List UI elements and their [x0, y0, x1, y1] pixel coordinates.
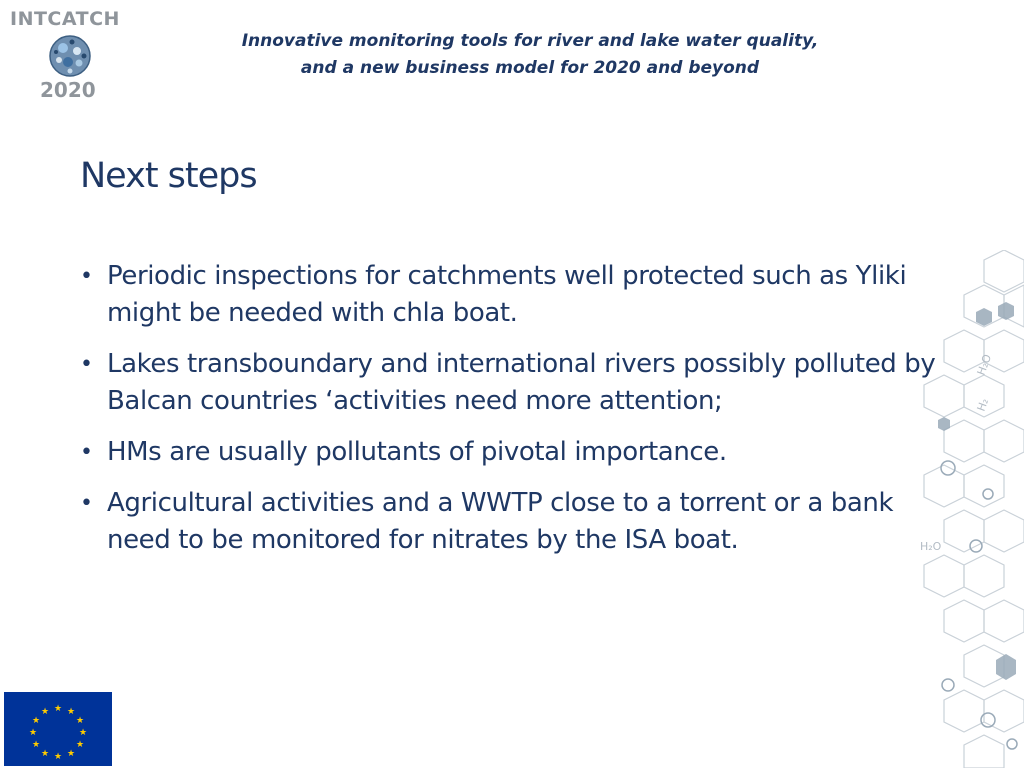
bullet-dot-icon: •	[80, 264, 93, 289]
bullet-item	[78, 485, 948, 559]
hex-label: H₂	[974, 396, 992, 414]
svg-text:★: ★	[31, 740, 41, 750]
bullet-dot-icon: •	[80, 440, 93, 465]
bullet-text: Periodic inspections for catchments well protected such as Yliki might be needed with chla boat.	[107, 261, 907, 328]
bullet-text: Lakes transboundary and international rivers possibly polluted by Balcan countries ‘activities need more attention;	[107, 349, 936, 416]
svg-text:★: ★	[53, 704, 63, 714]
hex-label: H₂O	[974, 352, 995, 378]
bullet-dot-icon: •	[80, 491, 93, 516]
bullet-item	[78, 346, 948, 420]
slide-title: Next steps	[80, 156, 257, 196]
eu-stars-icon	[4, 692, 112, 766]
bullet-text: Agricultural activities and a WWTP close to a torrent or a bank need to be monitored for nitrates by the ISA boat.	[107, 488, 894, 555]
tagline-line-1: Innovative monitoring tools for river and lake water quality,	[241, 31, 819, 51]
hex-label: H₂O	[920, 540, 942, 553]
logo-name-bottom: 2020	[40, 78, 96, 102]
logo-name-top: INTCATCH	[10, 8, 120, 30]
svg-text:★: ★	[78, 728, 88, 738]
svg-text:★: ★	[40, 707, 50, 717]
svg-text:★: ★	[40, 749, 50, 759]
svg-text:★: ★	[53, 752, 63, 762]
bullet-text: HMs are usually pollutants of pivotal importance.	[107, 437, 727, 467]
bullet-item	[78, 434, 948, 471]
svg-text:★: ★	[28, 728, 38, 738]
intcatch-logo	[8, 8, 132, 102]
svg-text:★: ★	[66, 749, 76, 759]
eu-flag-logo	[4, 692, 112, 766]
hexagon-pattern-decoration	[914, 250, 1024, 768]
globe-icon	[48, 34, 92, 78]
header-tagline	[200, 28, 860, 82]
bullet-dot-icon: •	[80, 352, 93, 377]
svg-text:★: ★	[66, 707, 76, 717]
svg-text:★: ★	[31, 716, 41, 726]
svg-text:★: ★	[75, 740, 85, 750]
tagline-line-2: and a new business model for 2020 and beyond	[300, 58, 760, 78]
bullet-list	[78, 258, 948, 573]
bullet-item	[78, 258, 948, 332]
svg-text:★: ★	[75, 716, 85, 726]
